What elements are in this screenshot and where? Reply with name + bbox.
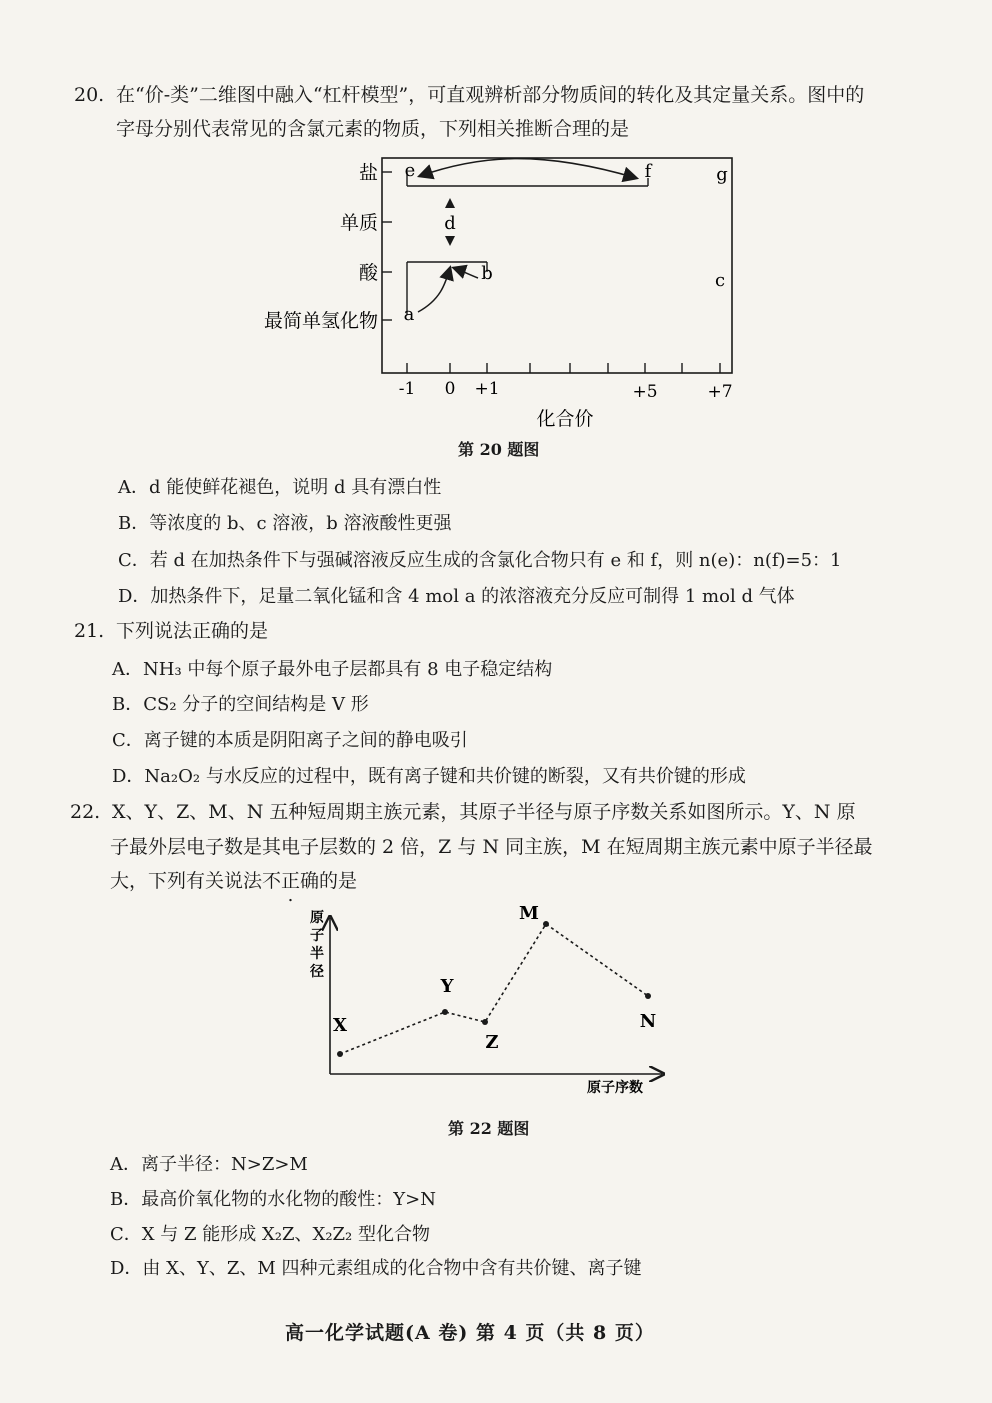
q22-ylabel-3: 半 [310,946,324,962]
q21-option-a: A．NH₃ 中每个原子最外电子层都具有 8 电子稳定结构 [112,659,553,680]
q20-caption: 第 20 题图 [458,440,540,459]
q22-option-c: C．X 与 Z 能形成 X₂Z、X₂Z₂ 型化合物 [110,1224,430,1245]
q20-arrow-b-acid [454,268,478,278]
q22-stem-line1: 22. X、Y、Z、M、N 五种短周期主族元素，其原子半径与原子序数关系如图所示。Y、N 原 [70,801,856,823]
q20-ylabel-element: 单质 [339,212,378,234]
q22-point-x [337,1051,343,1057]
q20-xtick-neg1: -1 [398,379,416,399]
q20-fulcrum-up [445,198,455,208]
q20-point-b: b [481,263,493,284]
q22-ylabel-2: 子 [310,928,324,944]
q22-point-m [543,921,549,927]
page-footer: 高一化学试题(A 卷) 第 4 页（共 8 页） [285,1322,655,1344]
q20-xtick-0: 0 [444,379,456,399]
q20-fulcrum-down [445,236,455,246]
q22-label-m: M [519,903,539,924]
q20-xtick-pos1: +1 [474,379,500,399]
q22-stem-line2: 子最外层电子数是其电子层数的 2 倍，Z 与 N 同主族，M 在短周期主族元素中原子半径最 [110,836,873,858]
q20-point-f: f [644,161,652,182]
q22-label-z: Z [485,1032,499,1053]
q20-ylabel-salt: 盐 [358,162,378,184]
q20-figure [240,150,760,440]
q20-point-e: e [404,160,416,181]
q21-option-c: C．离子键的本质是阴阳离子之间的静电吸引 [112,730,468,751]
q20-stem-line2: 字母分别代表常见的含氯元素的物质，下列相关推断合理的是 [116,118,630,140]
q22-stem-line3: 大，下列有关说法不正确的是 [110,870,358,892]
q22-xaxis-label: 原子序数 [587,1080,643,1096]
q22-caption: 第 22 题图 [448,1119,530,1138]
q22-figure [300,900,680,1110]
q22-option-a: A．离子半径：N>Z>M [110,1154,308,1175]
q22-number: 22. [70,801,101,823]
q20-ylabel-acid: 酸 [358,262,378,284]
q20-point-c: c [714,270,726,291]
q21-stem: 21. 下列说法正确的是 [74,620,269,642]
q20-xtick-pos7: +7 [707,382,733,402]
q22-label-x: X [333,1015,347,1036]
q20-arrow-e-f [420,159,636,178]
q20-xtick-pos5: +5 [632,382,658,402]
q20-point-g: g [716,164,728,185]
q20-plot-frame [382,158,732,373]
q20-option-a: A．d 能使鲜花褪色，说明 d 具有漂白性 [118,477,442,498]
q22-ylabel-4: 径 [310,964,324,980]
q20-option-d: D．加热条件下，足量二氧化锰和含 4 mol a 的浓溶液充分反应可制得 1 mol d 气体 [118,586,795,607]
q22-point-y [442,1009,448,1015]
q21-option-b: B．CS₂ 分子的空间结构是 V 形 [112,694,369,715]
q22-label-y: Y [440,976,454,997]
q20-point-d: d [444,213,456,234]
q22-point-n [645,993,651,999]
q20-option-c: C．若 d 在加热条件下与强碱溶液反应生成的含氯化合物只有 e 和 f，则 n(e)：n(f)=5：1 [118,550,842,571]
q22-option-b: B．最高价氧化物的水化物的酸性：Y>N [110,1189,436,1210]
q20-number: 20. [74,84,105,106]
q22-label-n: N [639,1011,657,1032]
q20-xaxis-label: 化合价 [536,408,594,430]
q22-point-z [482,1019,488,1025]
q21-option-d: D．Na₂O₂ 与水反应的过程中，既有离子键和共价键的断裂，又有共价键的形成 [112,766,746,787]
q22-ylabel-1: 原 [310,910,324,926]
q20-arrow-a-acid [418,268,450,312]
q20-option-b: B．等浓度的 b、c 溶液，b 溶液酸性更强 [118,513,452,534]
q21-number: 21. [74,620,105,642]
q20-point-a: a [403,304,415,325]
q22-emphasis: 不正确 [262,870,320,892]
q22-option-d: D．由 X、Y、Z、M 四种元素组成的化合物中含有共价键、离子键 [110,1258,642,1279]
q20-ylabel-hydride: 最简单氢化物 [263,310,378,332]
q20-stem-line1: 20. 在“价-类”二维图中融入“杠杆模型”，可直观辨析部分物质间的转化及其定量关系。图中的 [74,84,865,106]
